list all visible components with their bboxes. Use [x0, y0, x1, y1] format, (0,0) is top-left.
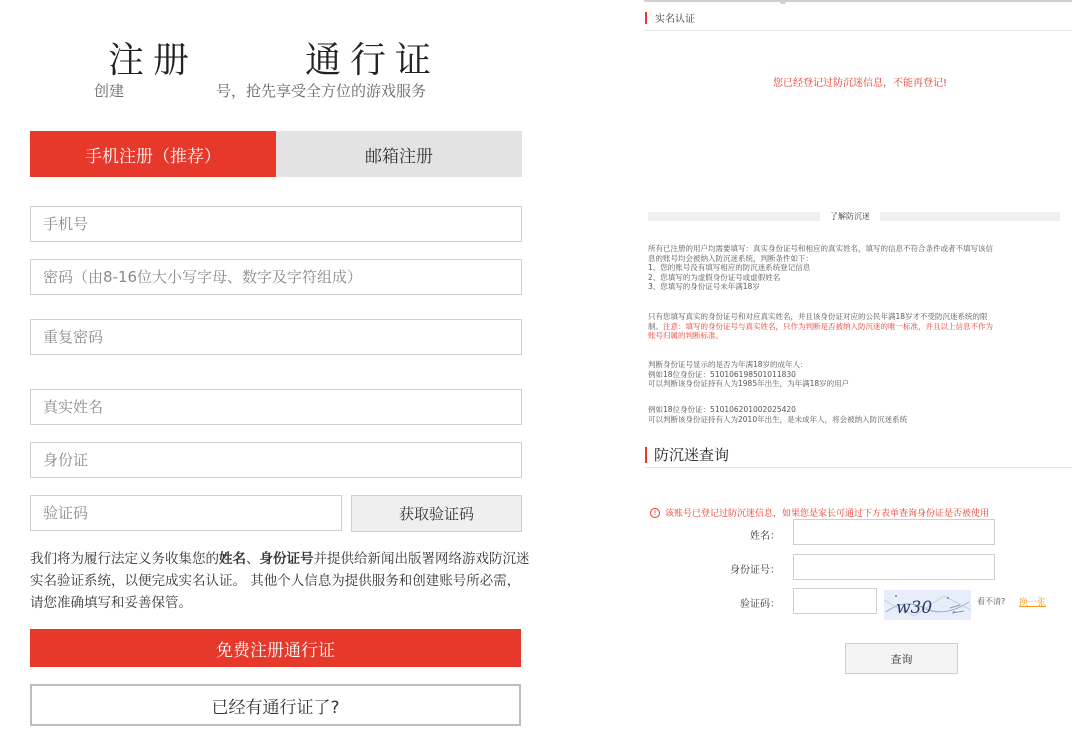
info-block-notice — [648, 312, 1068, 341]
subtitle-create: 创建 — [94, 82, 125, 100]
info-prefix: 制。 — [648, 321, 663, 331]
notice-bold-id: 身份证号 — [259, 551, 314, 567]
info-line: 所有已注册的用户均需要填写：真实身份证号和相应的真实姓名，填写的信息不符合条件或者不填写该信 — [648, 244, 993, 253]
captcha-image[interactable] — [884, 590, 971, 620]
info-line: 可以判断该身份证持有人为1985年出生，为年满18岁的用户 — [648, 379, 850, 389]
real-name-input[interactable] — [30, 389, 522, 425]
id-card-input[interactable] — [30, 442, 522, 478]
already-have-account-button[interactable]: 已经有通行证了? — [30, 684, 521, 726]
section-query — [645, 444, 729, 465]
section-real-name — [645, 10, 695, 25]
section-divider — [644, 467, 1072, 468]
captcha-unclear-label: 看不清? — [977, 597, 1006, 606]
get-code-button[interactable]: 获取验证码 — [351, 495, 522, 532]
info-line: 判断身份证号显示的是否为年满18岁的成年人： — [648, 360, 808, 369]
info-line: 3、您填写的身份证号未年满18岁 — [648, 282, 760, 292]
captcha-refresh-link[interactable]: 换一张 — [1019, 598, 1047, 608]
query-code-input[interactable] — [793, 588, 877, 614]
info-line: 1、您的账号没有填写相应的防沉迷系统登记信息 — [648, 263, 811, 273]
section-query-title: 防沉迷查询 — [654, 446, 730, 464]
subtitle-benefit: 号，抢先享受全方位的游戏服务 — [216, 82, 427, 100]
info-line: 2、您填写的为虚假身份证号或虚假姓名 — [648, 272, 781, 282]
query-button[interactable]: 查询 — [845, 643, 958, 674]
query-warning-text: 该账号已登记过防沉迷信息，如果您是家长可通过下方表单查询身份证是否被使用 — [665, 509, 990, 519]
captcha-text: w30 — [896, 598, 933, 618]
password-input[interactable] — [30, 259, 522, 295]
learn-anti-addiction-label: 了解防沉迷 — [820, 211, 880, 222]
notice-bold-name: 姓名 — [219, 551, 246, 567]
query-warning — [650, 506, 989, 519]
anti-addiction-panel — [640, 0, 1080, 755]
privacy-notice — [30, 548, 530, 614]
notice-text-2: 、 — [246, 551, 260, 567]
page-title-register: 注册 — [108, 40, 199, 81]
query-id-input[interactable] — [793, 554, 995, 580]
register-tabs — [30, 131, 522, 177]
register-submit-button[interactable]: 免费注册通行证 — [30, 629, 521, 667]
notice-text-3: 并提供给新闻出版署网络游戏防沉迷实名验证系统，以便完成实名认证。 其他个人信息为提供服务和创建账号所必需，请您准确填写和妥善保管。 — [30, 551, 530, 611]
verify-code-input[interactable] — [30, 495, 342, 531]
info-red-note-2: 账号归属的判断标准。 — [648, 331, 723, 341]
section-divider — [644, 30, 1072, 31]
phone-input[interactable] — [30, 206, 522, 242]
section-accent-bar — [645, 447, 647, 463]
section-accent-bar — [645, 12, 647, 24]
registered-warning: 您已经登记过防沉迷信息，不能再登记! — [772, 78, 947, 89]
query-name-label: 姓名： — [750, 531, 780, 542]
info-block-example-adult — [648, 360, 1068, 389]
top-divider — [644, 0, 1072, 2]
exclamation-icon: ! — [650, 508, 660, 518]
info-line: 息的账号均会被纳入防沉迷系统，判断条件如下： — [648, 253, 813, 263]
info-red-note: 注意：填写的身份证号与真实姓名，只作为判断是否被纳入防沉迷的唯一标准，并且以上信息不作为 — [663, 321, 993, 331]
section-real-name-title: 实名认证 — [655, 14, 695, 25]
info-block-example-minor — [648, 405, 1068, 424]
info-line: 可以判断该身份证持有人为2010年出生，是未成年人，将会被纳入防沉迷系统 — [648, 414, 908, 424]
tab-email-register[interactable]: 邮箱注册 — [276, 131, 522, 177]
info-line: 只有您填写真实的身份证号和对应真实姓名，并且该身份证对应的公民年满18岁才不受防沉迷系统的限 — [648, 312, 988, 321]
info-block-rules — [648, 244, 1068, 292]
notice-text-1: 我们将为履行法定义务收集您的 — [30, 551, 219, 567]
info-line — [648, 322, 1068, 332]
query-code-label: 验证码： — [740, 599, 780, 610]
top-divider-marker — [780, 0, 786, 4]
query-name-input[interactable] — [793, 519, 995, 545]
info-line: 例如18位身份证：510106198501011830 — [648, 369, 796, 379]
repeat-password-input[interactable] — [30, 319, 522, 355]
query-id-label: 身份证号： — [730, 565, 780, 576]
info-line: 例如18位身份证：510106201002025420 — [648, 405, 796, 414]
page-title-passport: 通行证 — [305, 40, 441, 81]
tab-phone-register[interactable]: 手机注册（推荐） — [30, 131, 276, 177]
captcha-noise-icon — [884, 590, 971, 620]
